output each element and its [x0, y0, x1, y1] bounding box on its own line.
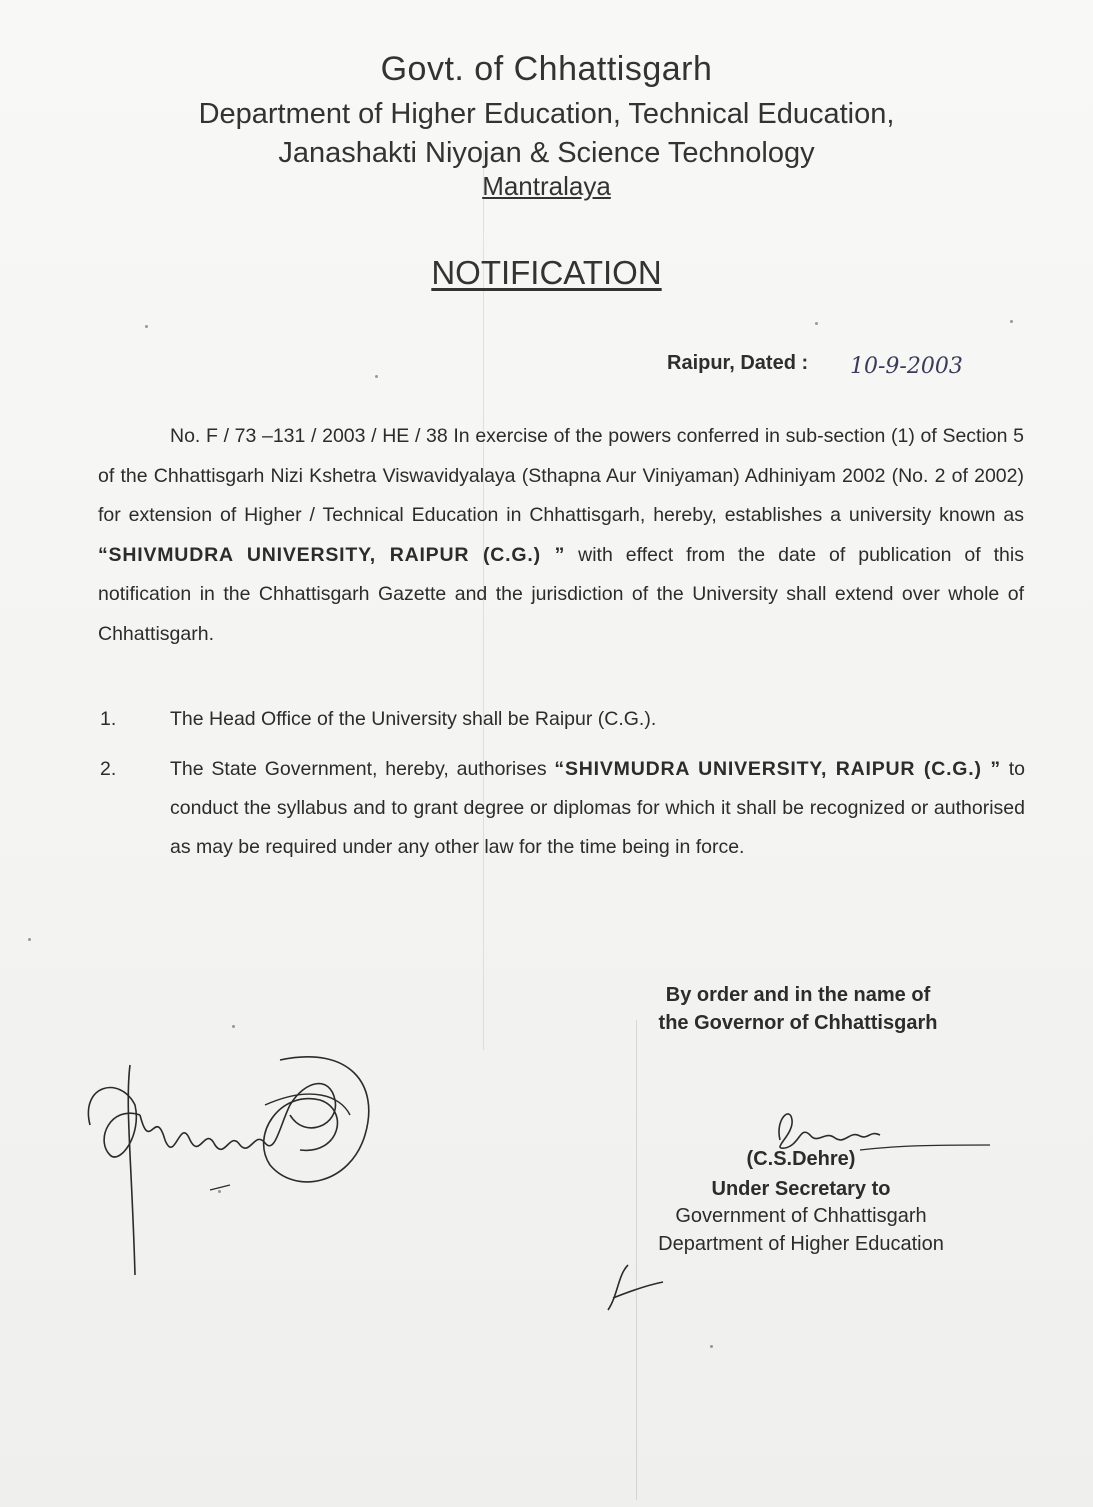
item-text-part: to conduct the syllabus and to grant degree or diplomas for which it shall be recognized or authorised as may be required under any other law for the time being in force.: [170, 758, 1025, 858]
item-number: 1.: [100, 708, 117, 730]
item-number: 2.: [100, 758, 117, 780]
signatory-name: (C.S.Dehre): [746, 1148, 856, 1170]
dated-handwritten: 10-9-2003: [850, 354, 963, 379]
reference-number: No. F / 73 –131 / 2003 / HE / 38: [170, 425, 448, 447]
header-mantralaya: Mantralaya: [482, 171, 611, 201]
notification-paragraph: [98, 417, 1024, 654]
signatory-government: Government of Chhattisgarh: [675, 1205, 927, 1227]
dated-label: Raipur, Dated :: [667, 352, 809, 374]
header-subdepartment: Janashakti Niyojan & Science Technology: [278, 137, 815, 169]
item-text-part: The State Government, hereby, authorises: [170, 758, 555, 780]
order-line: By order and in the name of: [665, 984, 931, 1006]
signatory-title: Under Secretary to: [711, 1178, 891, 1200]
notification-title: NOTIFICATION: [431, 254, 662, 291]
signatory-department: Department of Higher Education: [658, 1233, 944, 1255]
order-line: the Governor of Chhattisgarh: [658, 1012, 938, 1034]
paragraph-text: with effect from the date of publication of this notification in the Chhattisgarh Gazette and the jurisdiction of the University shall extend over whole of Chhattisgarh.: [98, 543, 1024, 645]
initial-mark: [588, 1260, 678, 1320]
signature-left: [80, 1045, 380, 1285]
university-name: “SHIVMUDRA UNIVERSITY, RAIPUR (C.G.) ”: [554, 758, 1001, 780]
item-text: [170, 750, 1025, 867]
paragraph-text: In exercise of the powers conferred in sub-section (1) of Section 5 of the Chhattisgarh Nizi Kshetra Viswavidyalaya (Sthapna Aur Viniyaman) Adhiniyam 2002 (No. 2 of 2002) for extension of Higher / Technical Education in Chhattisgarh, hereby, establishes a university known as: [98, 425, 1024, 526]
header-department: Department of Higher Education, Technical Education,: [198, 98, 895, 130]
header-government: Govt. of Chhattisgarh: [380, 50, 713, 88]
university-name: “SHIVMUDRA UNIVERSITY, RAIPUR (C.G.) ”: [98, 543, 566, 566]
item-text: The Head Office of the University shall be Raipur (C.G.).: [170, 708, 657, 730]
